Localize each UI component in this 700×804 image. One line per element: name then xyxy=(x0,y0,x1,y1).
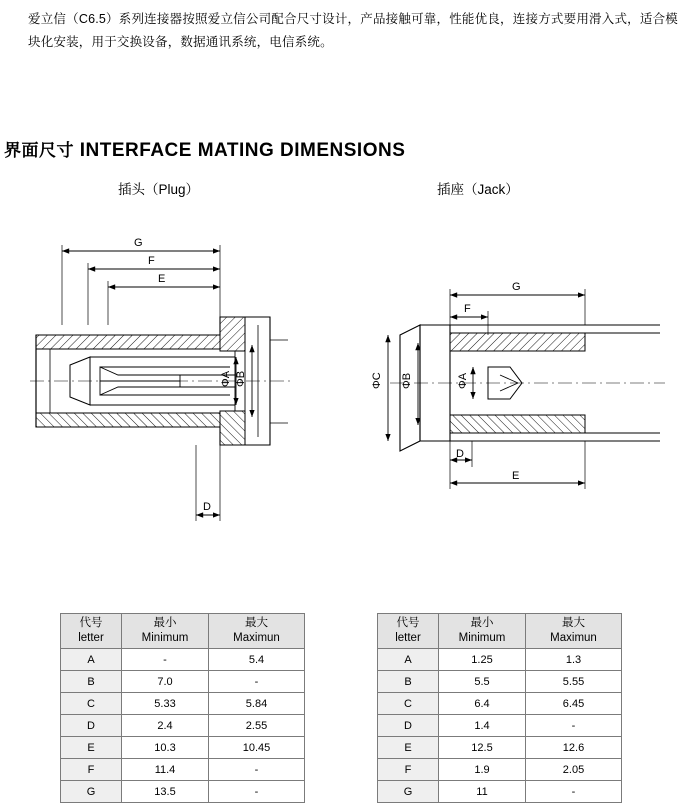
cell-min: 5.33 xyxy=(122,693,209,715)
header-code: 代号 letter xyxy=(378,614,439,649)
cell-max: 5.4 xyxy=(209,649,305,671)
section-title xyxy=(4,136,405,162)
cell-min: 13.5 xyxy=(122,781,209,803)
svg-text:E: E xyxy=(512,470,520,482)
header-max: 最大 Maximun xyxy=(209,614,305,649)
table-row xyxy=(378,781,622,803)
header-max: 最大 Maximun xyxy=(526,614,622,649)
cell-code: A xyxy=(61,649,122,671)
cell-min: - xyxy=(122,649,209,671)
cell-code: F xyxy=(378,759,439,781)
table-row xyxy=(378,649,622,671)
cell-code: D xyxy=(378,715,439,737)
cell-min: 1.25 xyxy=(439,649,526,671)
cell-min: 10.3 xyxy=(122,737,209,759)
cell-min: 1.4 xyxy=(439,715,526,737)
svg-text:D: D xyxy=(456,448,464,460)
cell-max: 5.55 xyxy=(526,671,622,693)
table-row xyxy=(61,671,305,693)
svg-text:ΦA: ΦA xyxy=(457,372,469,389)
cell-min: 11 xyxy=(439,781,526,803)
table-row xyxy=(61,737,305,759)
jack-technical-drawing xyxy=(360,255,670,525)
cell-max: 5.84 xyxy=(209,693,305,715)
jack-dimensions-table xyxy=(377,613,622,803)
cell-max: 2.05 xyxy=(526,759,622,781)
svg-text:ΦB: ΦB xyxy=(235,370,247,387)
table-row xyxy=(378,693,622,715)
cell-min: 1.9 xyxy=(439,759,526,781)
section-title-cn: 界面尺寸 xyxy=(4,141,74,160)
table-row xyxy=(378,671,622,693)
cell-max: 10.45 xyxy=(209,737,305,759)
cell-min: 6.4 xyxy=(439,693,526,715)
table-row xyxy=(378,737,622,759)
cell-max: - xyxy=(526,781,622,803)
table-header-row xyxy=(61,614,305,649)
cell-min: 12.5 xyxy=(439,737,526,759)
cell-code: B xyxy=(61,671,122,693)
svg-text:E: E xyxy=(158,273,166,285)
cell-max: 2.55 xyxy=(209,715,305,737)
table-header-row xyxy=(378,614,622,649)
table-row xyxy=(61,693,305,715)
cell-max: 1.3 xyxy=(526,649,622,671)
table-row xyxy=(61,781,305,803)
header-min: 最小 Minimum xyxy=(439,614,526,649)
table-row xyxy=(61,759,305,781)
intro-paragraph: 爱立信（C6.5）系列连接器按照爱立信公司配合尺寸设计，产品接触可靠，性能优良，连接方式要用滑入式，适合模块化安装，用于交换设备，数据通讯系统，电信系统。 xyxy=(28,12,678,49)
svg-text:D: D xyxy=(203,501,211,513)
plug-column-title: 插头（Plug） xyxy=(118,182,200,197)
plug-technical-drawing xyxy=(30,225,330,545)
svg-text:G: G xyxy=(134,237,143,249)
table-row xyxy=(378,759,622,781)
cell-min: 5.5 xyxy=(439,671,526,693)
svg-text:F: F xyxy=(148,255,155,267)
svg-text:G: G xyxy=(512,281,521,293)
cell-max: - xyxy=(209,671,305,693)
cell-max: - xyxy=(209,759,305,781)
header-code: 代号 letter xyxy=(61,614,122,649)
svg-text:F: F xyxy=(464,303,471,315)
plug-dimensions-table xyxy=(60,613,305,803)
svg-text:ΦA: ΦA xyxy=(220,370,232,387)
table-row xyxy=(378,715,622,737)
jack-column-title: 插座（Jack） xyxy=(437,182,519,197)
header-min: 最小 Minimum xyxy=(122,614,209,649)
table-row xyxy=(61,649,305,671)
cell-max: 6.45 xyxy=(526,693,622,715)
svg-text:ΦB: ΦB xyxy=(401,372,413,389)
cell-code: E xyxy=(378,737,439,759)
cell-code: G xyxy=(378,781,439,803)
cell-max: - xyxy=(209,781,305,803)
svg-text:ΦC: ΦC xyxy=(371,372,383,389)
cell-code: D xyxy=(61,715,122,737)
cell-code: F xyxy=(61,759,122,781)
cell-max: - xyxy=(526,715,622,737)
cell-code: G xyxy=(61,781,122,803)
cell-code: C xyxy=(378,693,439,715)
cell-min: 7.0 xyxy=(122,671,209,693)
cell-min: 2.4 xyxy=(122,715,209,737)
cell-max: 12.6 xyxy=(526,737,622,759)
cell-code: A xyxy=(378,649,439,671)
table-row xyxy=(61,715,305,737)
cell-code: E xyxy=(61,737,122,759)
cell-min: 11.4 xyxy=(122,759,209,781)
cell-code: C xyxy=(61,693,122,715)
cell-code: B xyxy=(378,671,439,693)
section-title-en: INTERFACE MATING DIMENSIONS xyxy=(79,140,406,161)
